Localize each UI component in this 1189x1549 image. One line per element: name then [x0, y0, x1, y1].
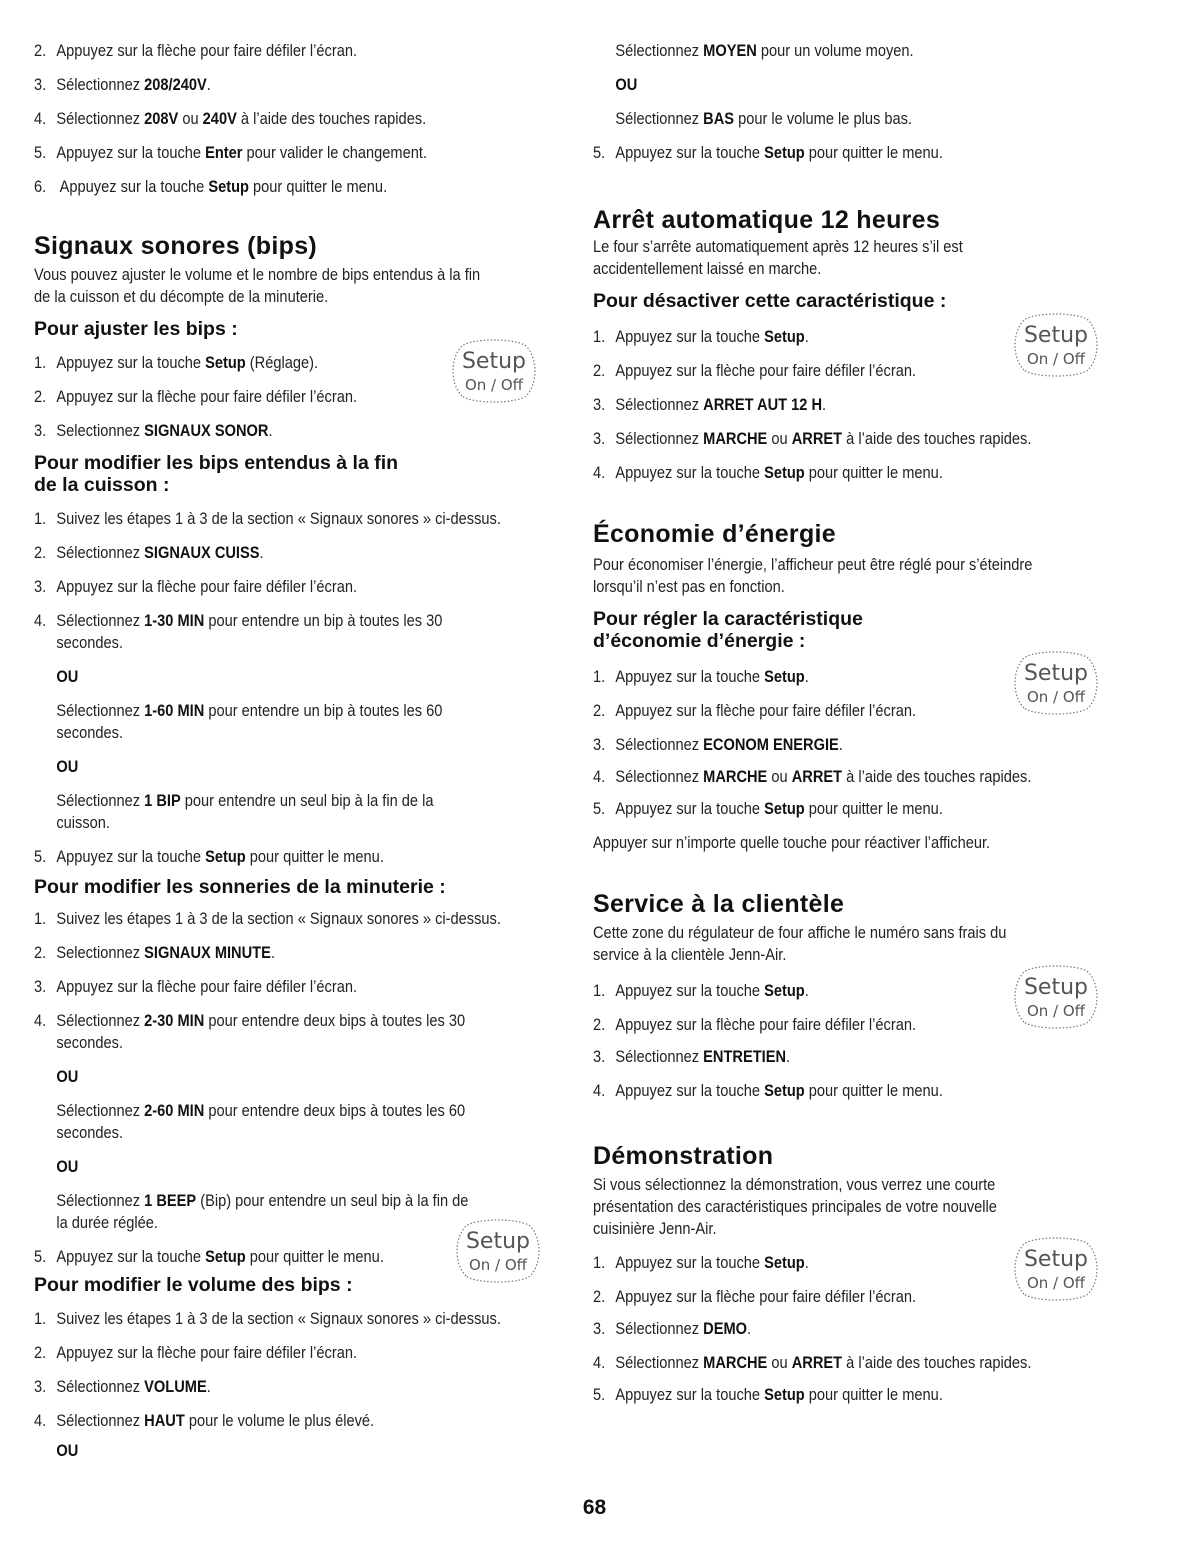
arret-step-4: 4. Appuyez sur la touche Setup pour quitter le menu. — [593, 463, 943, 482]
service-desc-2: service à la clientèle Jenn-Air. — [593, 945, 787, 964]
cuisson-ou-1: OU — [56, 667, 79, 686]
service-step-1: 1. Appuyez sur la touche Setup. — [593, 981, 809, 1000]
minuterie-ou-2: OU — [56, 1157, 79, 1176]
intro-step-6: 6. Appuyez sur la touche Setup pour quitter le menu. — [34, 177, 388, 196]
cuisson-alt-1-cont: secondes. — [56, 723, 124, 742]
ajuster-step-1: 1. Appuyez sur la touche Setup (Réglage). — [34, 353, 319, 372]
setup-on-off-button-icon — [1010, 962, 1102, 1032]
minuterie-step-4-cont: secondes. — [56, 1033, 124, 1052]
svg-text:Setup: Setup — [1023, 323, 1089, 348]
volume-ou-2: OU — [615, 75, 638, 94]
svg-text:On / Off: On / Off — [1026, 350, 1086, 368]
svg-text:Setup: Setup — [465, 1229, 531, 1254]
volume-step-2: 2. Appuyez sur la flèche pour faire défiler l’écran. — [34, 1343, 358, 1362]
demo-step-4: 4. Sélectionnez MARCHE ou ARRET à l’aide des touches rapides. — [593, 1353, 1032, 1372]
demo-desc-2: présentation des caractéristiques principales de votre nouvelle — [593, 1197, 997, 1216]
demo-desc-3: cuisinière Jenn-Air. — [593, 1219, 717, 1238]
arret-step-1: 1. Appuyez sur la touche Setup. — [593, 327, 809, 346]
svg-text:On / Off: On / Off — [464, 376, 524, 394]
economie-step-1: 1. Appuyez sur la touche Setup. — [593, 667, 809, 686]
setup-on-off-button-icon — [448, 336, 540, 406]
minuterie-ou-1: OU — [56, 1067, 79, 1086]
svg-text:On / Off: On / Off — [468, 1256, 528, 1274]
section-title-arret: Arrêt automatique 12 heures — [593, 206, 941, 234]
minuterie-step-4: 4. Sélectionnez 2-30 MIN pour entendre deux bips à toutes les 30 — [34, 1011, 466, 1030]
arret-step-3b: 3. Sélectionnez MARCHE ou ARRET à l’aide des touches rapides. — [593, 429, 1032, 448]
minuterie-alt-2-cont: la durée réglée. — [56, 1213, 158, 1232]
volume-step-3: 3. Sélectionnez VOLUME. — [34, 1377, 211, 1396]
section-title-service: Service à la clientèle — [593, 890, 845, 918]
arret-step-2: 2. Appuyez sur la flèche pour faire défiler l’écran. — [593, 361, 917, 380]
svg-text:On / Off: On / Off — [1026, 1274, 1086, 1292]
economie-note: Appuyer sur n’importe quelle touche pour réactiver l’afficheur. — [593, 833, 991, 852]
svg-text:On / Off: On / Off — [1026, 1002, 1086, 1020]
section-title-economie: Économie d’énergie — [593, 520, 836, 548]
setup-on-off-button-icon — [452, 1216, 544, 1286]
arret-desc-2: accidentellement laissé en marche. — [593, 259, 822, 278]
ajuster-step-2: 2. Appuyez sur la flèche pour faire défiler l’écran. — [34, 387, 358, 406]
economie-step-5: 5. Appuyez sur la touche Setup pour quitter le menu. — [593, 799, 943, 818]
volume-step-4: 4. Sélectionnez HAUT pour le volume le plus élevé. — [34, 1411, 375, 1430]
economie-step-3: 3. Sélectionnez ECONOM ENERGIE. — [593, 735, 843, 754]
minuterie-step-5: 5. Appuyez sur la touche Setup pour quitter le menu. — [34, 1247, 384, 1266]
service-step-3: 3. Sélectionnez ENTRETIEN. — [593, 1047, 791, 1066]
setup-on-off-button-icon — [1010, 648, 1102, 718]
service-desc-1: Cette zone du régulateur de four affiche le numéro sans frais du — [593, 923, 1007, 942]
svg-text:On / Off: On / Off — [1026, 688, 1086, 706]
minuterie-alt-1: Sélectionnez 2-60 MIN pour entendre deux bips à toutes les 60 — [56, 1101, 466, 1120]
volume-step-5: 5. Appuyez sur la touche Setup pour quitter le menu. — [593, 143, 943, 162]
arret-desc-1: Le four s’arrête automatiquement après 12 heures s’il est — [593, 237, 963, 256]
demo-desc-1: Si vous sélectionnez la démonstration, vous verrez une courte — [593, 1175, 996, 1194]
cuisson-step-3: 3. Appuyez sur la flèche pour faire défiler l’écran. — [34, 577, 358, 596]
signaux-desc-1: Vous pouvez ajuster le volume et le nombre de bips entendus à la fin — [34, 265, 481, 284]
subtitle-ajuster: Pour ajuster les bips : — [34, 318, 238, 340]
cuisson-step-5: 5. Appuyez sur la touche Setup pour quitter le menu. — [34, 847, 384, 866]
svg-text:Setup: Setup — [1023, 1247, 1089, 1272]
cuisson-alt-2: Sélectionnez 1 BIP pour entendre un seul bip à la fin de la — [56, 791, 434, 810]
volume-bas: Sélectionnez BAS pour le volume le plus bas. — [615, 109, 913, 128]
subtitle-minuterie: Pour modifier les sonneries de la minuterie : — [34, 876, 446, 898]
section-title-signaux: Signaux sonores (bips) — [34, 232, 318, 260]
subtitle-economie-2: d’économie d’énergie : — [593, 630, 806, 652]
subtitle-arret: Pour désactiver cette caractéristique : — [593, 290, 947, 312]
cuisson-step-4: 4. Sélectionnez 1-30 MIN pour entendre un bip à toutes les 30 — [34, 611, 443, 630]
cuisson-step-4-cont: secondes. — [56, 633, 124, 652]
demo-step-2: 2. Appuyez sur la flèche pour faire défiler l’écran. — [593, 1287, 917, 1306]
section-title-demo: Démonstration — [593, 1142, 774, 1170]
demo-step-3: 3. Sélectionnez DEMO. — [593, 1319, 752, 1338]
cuisson-alt-1: Sélectionnez 1-60 MIN pour entendre un bip à toutes les 60 — [56, 701, 443, 720]
service-step-4: 4. Appuyez sur la touche Setup pour quitter le menu. — [593, 1081, 943, 1100]
intro-step-4: 4. Sélectionnez 208V ou 240V à l’aide des touches rapides. — [34, 109, 427, 128]
intro-step-2: 2. Appuyez sur la flèche pour faire défiler l’écran. — [34, 41, 358, 60]
minuterie-step-2: 2. Selectionnez SIGNAUX MINUTE. — [34, 943, 275, 962]
subtitle-volume: Pour modifier le volume des bips : — [34, 1274, 353, 1296]
page-number: 68 — [582, 1496, 607, 1519]
ajuster-step-3: 3. Selectionnez SIGNAUX SONOR. — [34, 421, 273, 440]
setup-on-off-button-icon — [1010, 1234, 1102, 1304]
economie-step-4: 4. Sélectionnez MARCHE ou ARRET à l’aide des touches rapides. — [593, 767, 1032, 786]
cuisson-step-1: 1. Suivez les étapes 1 à 3 de la section « Signaux sonores » ci-dessus. — [34, 509, 501, 528]
economie-step-2: 2. Appuyez sur la flèche pour faire défiler l’écran. — [593, 701, 917, 720]
minuterie-step-3: 3. Appuyez sur la flèche pour faire défiler l’écran. — [34, 977, 358, 996]
subtitle-cuisson-1: Pour modifier les bips entendus à la fin — [34, 452, 399, 474]
cuisson-alt-2-cont: cuisson. — [56, 813, 111, 832]
minuterie-step-1: 1. Suivez les étapes 1 à 3 de la section « Signaux sonores » ci-dessus. — [34, 909, 501, 928]
subtitle-economie-1: Pour régler la caractéristique — [593, 608, 863, 630]
svg-text:Setup: Setup — [461, 349, 527, 374]
economie-desc-2: lorsqu’il n’est pas en fonction. — [593, 577, 785, 596]
signaux-desc-2: de la cuisson et du décompte de la minuterie. — [34, 287, 329, 306]
intro-step-3: 3. Sélectionnez 208/240V. — [34, 75, 211, 94]
setup-on-off-button-icon — [1010, 310, 1102, 380]
arret-step-3: 3. Sélectionnez ARRET AUT 12 H. — [593, 395, 827, 414]
svg-text:Setup: Setup — [1023, 975, 1089, 1000]
volume-ou: OU — [56, 1441, 79, 1460]
subtitle-cuisson-2: de la cuisson : — [34, 474, 170, 496]
minuterie-alt-2: Sélectionnez 1 BEEP (Bip) pour entendre un seul bip à la fin de — [56, 1191, 469, 1210]
cuisson-ou-2: OU — [56, 757, 79, 776]
demo-step-5: 5. Appuyez sur la touche Setup pour quitter le menu. — [593, 1385, 943, 1404]
cuisson-step-2: 2. Sélectionnez SIGNAUX CUISS. — [34, 543, 264, 562]
economie-desc-1: Pour économiser l’énergie, l’afficheur peut être réglé pour s’éteindre — [593, 555, 1033, 574]
service-step-2: 2. Appuyez sur la flèche pour faire défiler l’écran. — [593, 1015, 917, 1034]
intro-step-5: 5. Appuyez sur la touche Enter pour valider le changement. — [34, 143, 427, 162]
demo-step-1: 1. Appuyez sur la touche Setup. — [593, 1253, 809, 1272]
minuterie-alt-1-cont: secondes. — [56, 1123, 124, 1142]
volume-moyen: Sélectionnez MOYEN pour un volume moyen. — [615, 41, 914, 60]
svg-text:Setup: Setup — [1023, 661, 1089, 686]
volume-step-1: 1. Suivez les étapes 1 à 3 de la section « Signaux sonores » ci-dessus. — [34, 1309, 501, 1328]
